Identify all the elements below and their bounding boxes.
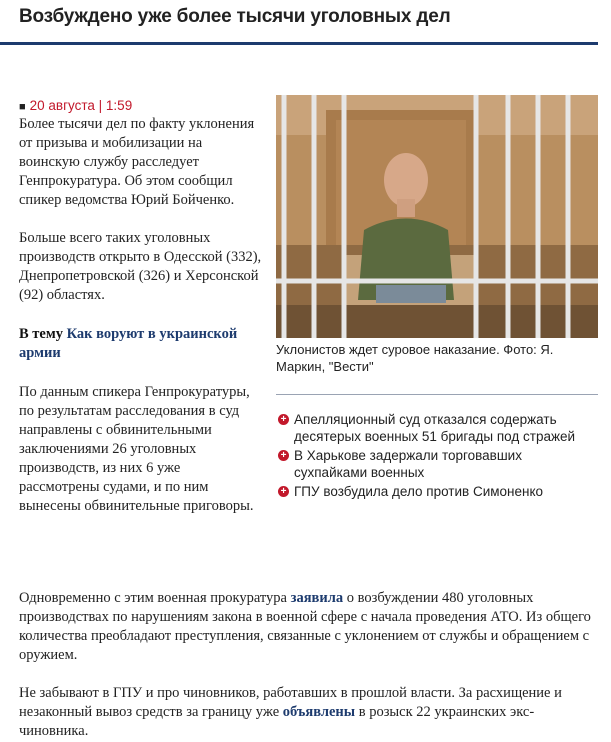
paragraph-4 <box>19 589 599 665</box>
wanted-link[interactable]: объявлены <box>282 704 356 720</box>
related-news-item[interactable] <box>276 411 598 445</box>
article-date: 20 августа | 1:59 <box>29 98 133 113</box>
statement-link[interactable]: заявила <box>290 590 344 606</box>
related-topic <box>19 325 264 363</box>
paragraph-2: Больше всего таких уголовных производств открыто в Одесской (332), Днепропетровской (326) и Херсонской (92) областях. <box>19 230 262 303</box>
paragraph-5-text: Не забывают в ГПУ и про чиновников, работавших в прошлой власти. За расхищение и незаконный вывоз средств за границу уже <box>19 685 562 720</box>
plus-circle-icon: + <box>278 450 289 461</box>
related-news-item[interactable] <box>276 447 598 481</box>
photo-caption: Уклонистов ждет суровое наказание. Фото: Я. Маркин, "Вести" <box>276 342 554 374</box>
related-news-link[interactable]: ГПУ возбудила дело против Симоненко <box>294 484 544 499</box>
related-topic-label: В тему <box>19 326 63 342</box>
paragraph-5 <box>19 684 599 741</box>
related-topic-link[interactable]: Как воруют в украинской армии <box>19 326 238 361</box>
plus-circle-icon: + <box>278 486 289 497</box>
related-news-link[interactable]: Апелляционный суд отказался содержать десятерых военных 51 бригады под стражей <box>294 412 576 444</box>
article-photo <box>276 95 598 338</box>
plus-circle-icon: + <box>278 414 289 425</box>
paragraph-4-text-end: о возбуждении 480 уголовных производствах по нарушениям закона в военной сфере с начала проведения АТО. Из общего количества преобладают преступления, связанные с уклонением от службы и обращением с оружием. <box>19 590 591 663</box>
article-title: Возбуждено уже более тысячи уголовных дел <box>19 6 451 27</box>
paragraph-5-text-end: в розыск 22 украинских экс-чиновника. <box>19 704 535 739</box>
related-news-list <box>276 411 598 502</box>
article-meta <box>19 98 132 113</box>
paragraph-4-text: Одновременно с этим военная прокуратура <box>19 590 291 606</box>
paragraph-3: По данным спикера Генпрокуратуры, по результатам расследования в суд направлены с обвинительными заключениями 26 уголовных производств, из них 6 уже рассмотрены судами, и по ним вынесены обвинительные приговоры. <box>19 384 254 514</box>
caption-divider <box>276 394 598 395</box>
paragraph-1: Более тысячи дел по факту уклонения от призыва и мобилизации на воинскую службу расследует Генпрокуратура. Об этом сообщил спикер ведомства Юрий Бойченко. <box>19 116 255 208</box>
related-news-link[interactable]: В Харькове задержали торговавших сухпайками военных <box>294 448 522 480</box>
article-intro <box>19 115 264 516</box>
square-bullet-icon: ■ <box>19 101 26 113</box>
courtroom-photo-image <box>276 95 598 338</box>
header-divider <box>0 42 598 45</box>
related-news-item[interactable] <box>276 483 598 500</box>
